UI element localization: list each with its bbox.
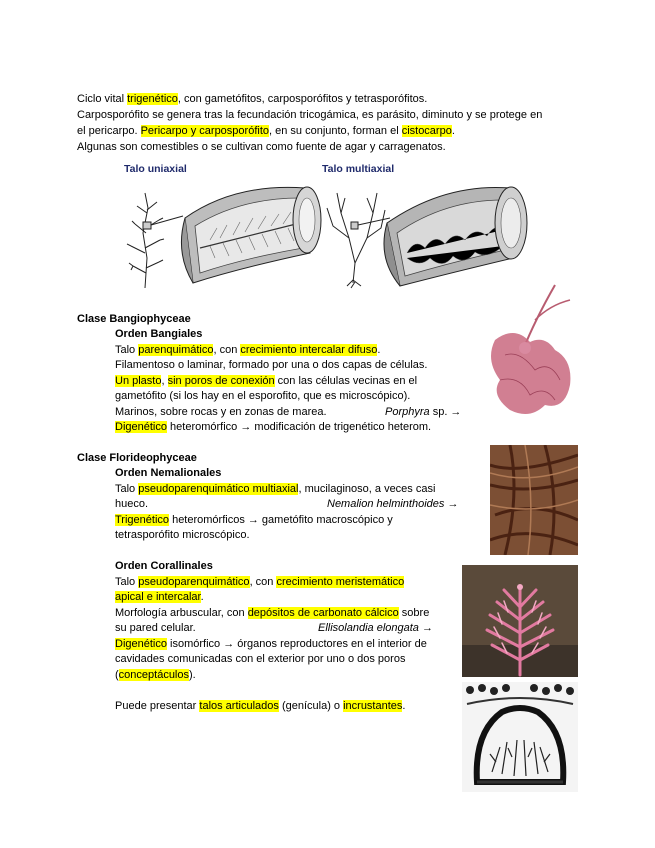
bangio-line-5: Marinos, sobre rocas y en zonas de marea. bbox=[115, 406, 327, 418]
highlight-talos-articulados: talos articulados bbox=[199, 700, 279, 712]
label-talo-uniaxial: Talo uniaxial bbox=[124, 163, 187, 175]
coral-line-7 bbox=[115, 669, 196, 682]
intro-line-4: Algunas son comestibles o se cultivan como fuente de agar y carragenatos. bbox=[77, 141, 446, 153]
text: ). bbox=[189, 669, 196, 681]
text: sobre bbox=[398, 607, 430, 619]
text: , mucilaginoso, a veces casi bbox=[298, 483, 436, 495]
nemal-line-2: hueco. bbox=[115, 498, 149, 510]
highlight-pericarpo: Pericarpo y carposporófito bbox=[140, 125, 269, 137]
text: , en su conjunto, forman el bbox=[269, 125, 402, 137]
highlight-un-plasto: Un plasto bbox=[115, 375, 162, 387]
class-florideophyceae: Clase Florideophyceae bbox=[77, 452, 197, 464]
coral-line-2 bbox=[115, 591, 204, 604]
figure-thallus-diagram bbox=[115, 178, 535, 293]
intro-line-1 bbox=[77, 93, 427, 106]
highlight-carbonato-calcico: depósitos de carbonato cálcico bbox=[247, 607, 399, 619]
highlight-digenetico-2: Digenético bbox=[115, 638, 167, 650]
bangio-line-1 bbox=[115, 344, 380, 357]
text: , bbox=[161, 375, 168, 387]
uniaxial-cylinder-drawing bbox=[181, 187, 321, 283]
species-ellisolandia: Ellisolandia elongata → bbox=[318, 622, 433, 634]
text: . bbox=[402, 700, 406, 712]
bangio-species bbox=[385, 406, 461, 419]
coral-line-5 bbox=[115, 638, 427, 651]
multiaxial-cylinder-drawing bbox=[384, 187, 527, 286]
highlight-crecimiento-intercalar: crecimiento intercalar difuso bbox=[240, 344, 378, 356]
order-bangiales: Orden Bangiales bbox=[115, 328, 203, 340]
coral-line-3 bbox=[115, 607, 429, 620]
bangio-line-4: gametófito (si los hay en el esporofito, que es microscópico). bbox=[115, 390, 411, 402]
text: , con bbox=[249, 576, 277, 588]
text: , con gametófitos, carposporófitos y tetrasporófitos. bbox=[177, 93, 428, 105]
order-nemalionales: Orden Nemalionales bbox=[115, 467, 222, 479]
highlight-incrustantes: incrustantes bbox=[343, 700, 403, 712]
text: el pericarpo. bbox=[77, 125, 141, 137]
species-nemalion: Nemalion helminthoides → bbox=[327, 498, 459, 510]
bangio-line-2: Filamentoso o laminar, formado por una o dos capas de células. bbox=[115, 359, 428, 371]
image-conceptaculo bbox=[462, 682, 578, 792]
nemal-line-3 bbox=[115, 514, 393, 527]
thallus-diagram-svg bbox=[115, 178, 535, 293]
order-corallinales: Orden Corallinales bbox=[115, 560, 213, 572]
class-bangiophyceae: Clase Bangiophyceae bbox=[77, 313, 191, 325]
highlight-conceptaculos: conceptáculos bbox=[118, 669, 189, 681]
text: Talo bbox=[115, 344, 139, 356]
species-porphyra: Porphyra bbox=[385, 406, 430, 418]
image-ellisolandia bbox=[462, 565, 578, 677]
coral-line-6: cavidades comunicadas con el exterior por uno o dos poros bbox=[115, 653, 406, 665]
uniaxial-plant-drawing bbox=[127, 193, 183, 288]
label-talo-multiaxial: Talo multiaxial bbox=[322, 163, 395, 175]
text: Talo bbox=[115, 576, 139, 588]
highlight-apical-intercalar: apical e intercalar bbox=[115, 591, 201, 603]
text: heteromórfico → modificación de trigenético heterom. bbox=[166, 421, 432, 433]
text: con las células vecinas en el bbox=[274, 375, 418, 387]
bangio-line-3 bbox=[115, 375, 417, 388]
highlight-cistocarpo: cistocarpo bbox=[401, 125, 452, 137]
text: Morfología arbuscular, con bbox=[115, 607, 248, 619]
text: sp. → bbox=[429, 406, 462, 418]
intro-line-3 bbox=[77, 125, 455, 138]
nemal-line-1 bbox=[115, 483, 435, 496]
conceptaculo-svg bbox=[462, 682, 578, 792]
bangio-line-6 bbox=[115, 421, 431, 434]
highlight-pseudoparenquimatico-multiaxial: pseudoparenquimático multiaxial bbox=[138, 483, 299, 495]
porphyra-svg bbox=[475, 280, 575, 420]
highlight-trigenetico: trigenético bbox=[127, 93, 178, 105]
text: ( bbox=[115, 669, 119, 681]
text: Talo bbox=[115, 483, 139, 495]
highlight-sin-poros: sin poros de conexión bbox=[167, 375, 275, 387]
text: . bbox=[200, 591, 204, 603]
text: , con bbox=[213, 344, 241, 356]
highlight-parenquimatico: parenquimático bbox=[138, 344, 214, 356]
text: . bbox=[377, 344, 381, 356]
ellisolandia-svg bbox=[462, 565, 578, 677]
text: (genícula) o bbox=[278, 700, 344, 712]
text: . bbox=[451, 125, 455, 137]
highlight-pseudoparenquimatico: pseudoparenquimático bbox=[138, 576, 250, 588]
nemal-line-4: tetrasporófito microscópico. bbox=[115, 529, 250, 541]
image-nemalion bbox=[490, 445, 578, 555]
highlight-digenetico: Digenético bbox=[115, 421, 167, 433]
text: Puede presentar bbox=[115, 700, 200, 712]
intro-line-2: Carposporófito se genera tras la fecundación tricogámica, es parásito, diminuto y se protege en bbox=[77, 109, 543, 121]
text: isomórfico → órganos reproductores en el interior de bbox=[166, 638, 427, 650]
highlight-trigenetico-2: Trigenético bbox=[115, 514, 170, 526]
multiaxial-plant-drawing bbox=[327, 193, 390, 288]
coral-line-1 bbox=[115, 576, 404, 589]
nemalion-svg bbox=[490, 445, 578, 555]
highlight-crecimiento-meristematico: crecimiento meristemático bbox=[276, 576, 405, 588]
coral-line-4: su pared celular. bbox=[115, 622, 196, 634]
text: heteromórficos → gametófito macroscópico y bbox=[169, 514, 393, 526]
coral-line-8 bbox=[115, 700, 405, 713]
text: Ciclo vital bbox=[77, 93, 128, 105]
image-porphyra bbox=[475, 280, 575, 420]
